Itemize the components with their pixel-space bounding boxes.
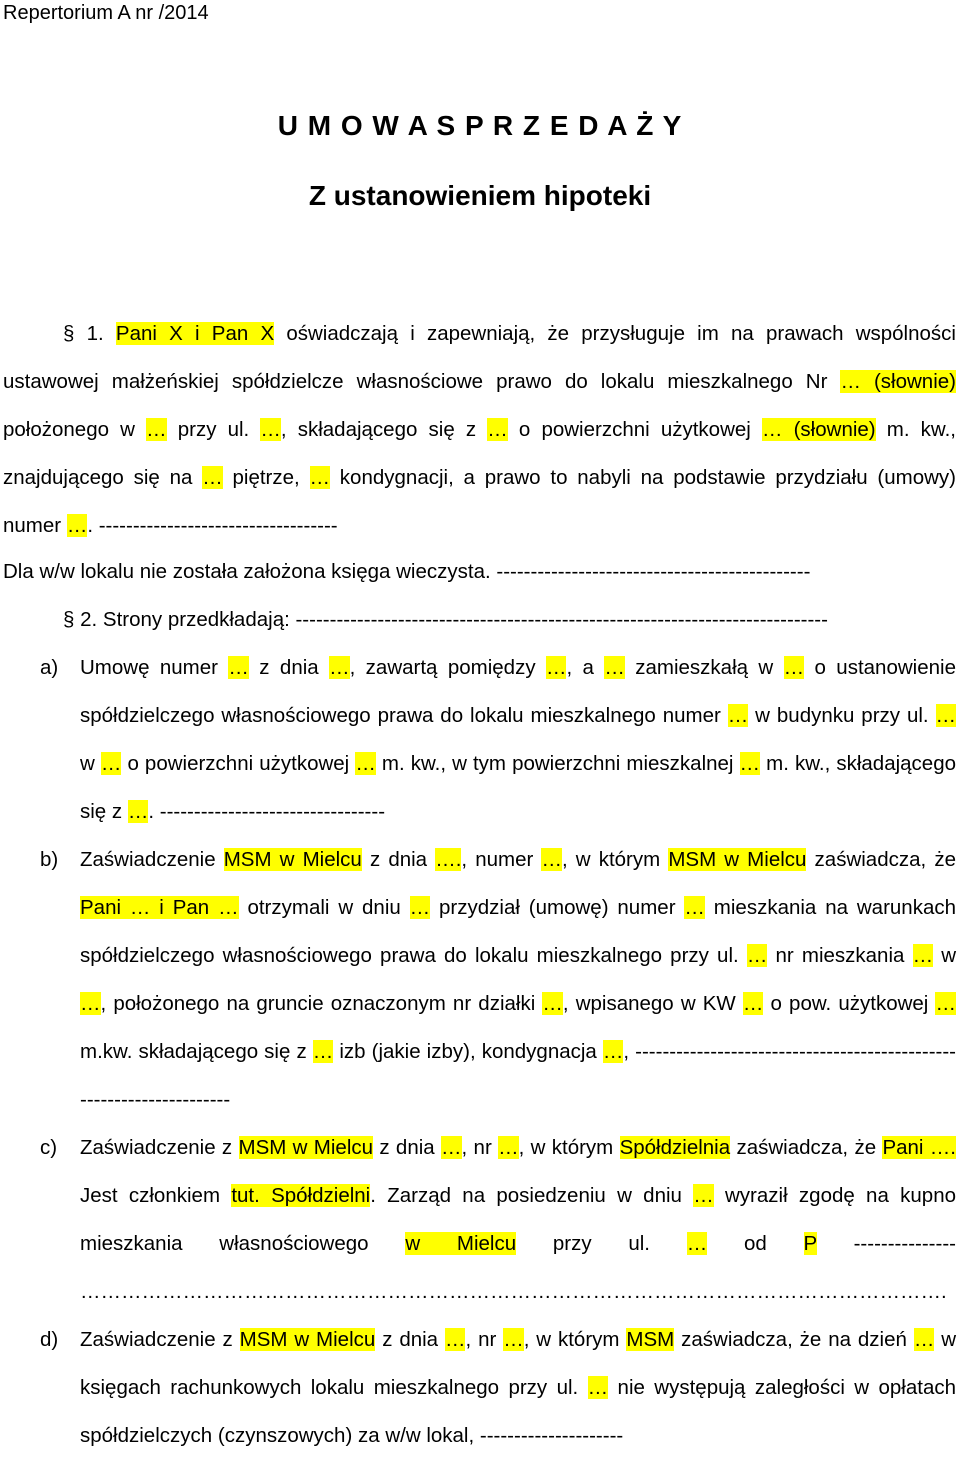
placeholder-highlight: …: [935, 704, 957, 727]
list-item-text: , w którym: [523, 1328, 627, 1351]
list-item-text: w księgach rachunkowych lokalu mieszkalnego przy ul.: [80, 1328, 957, 1399]
list-item-text: zaświadcza, że: [806, 848, 956, 871]
placeholder-highlight: …: [498, 1136, 519, 1159]
document-subtitle: Z ustanowieniem hipoteki: [308, 180, 652, 211]
list-item-text: w: [933, 944, 957, 967]
list-item-text: . ---------------------------------: [148, 800, 386, 823]
placeholder-highlight: …: [228, 656, 249, 679]
placeholder-highlight: …: [913, 1328, 935, 1351]
placeholder-highlight: …: [604, 656, 625, 679]
placeholder-highlight: P: [803, 1232, 817, 1255]
list-item-text: o pow. użytkowej: [763, 992, 936, 1015]
placeholder-highlight: …: [693, 1184, 714, 1207]
placeholder-highlight: …: [935, 992, 956, 1015]
list-item-text: zamieszkałą w: [624, 656, 784, 679]
section-2-text: Strony przedkładają: ------------------------------------------------------------------------------: [102, 608, 828, 631]
list-item-text: , numer: [461, 848, 542, 871]
placeholder-highlight: …: [444, 1328, 466, 1351]
section-1-text: . -----------------------------------: [87, 514, 338, 537]
list-item-text: , a: [566, 656, 605, 679]
placeholder-highlight: Spółdzielnia: [619, 1136, 731, 1159]
placeholder-highlight: MSM w Mielcu: [239, 1328, 376, 1351]
land-register-note: Dla w/w lokalu nie została założona księga wieczysta. ----------------------------------------------: [3, 560, 811, 583]
section-2-paragraph: [3, 596, 956, 644]
list-item: [0, 644, 956, 836]
section-1-text: przy ul.: [166, 418, 261, 441]
list-item: [0, 1316, 956, 1460]
list-item-text: , w którym: [518, 1136, 620, 1159]
list-item-label: b): [40, 848, 59, 871]
placeholder-highlight: Pani … i Pan …: [80, 896, 239, 919]
list-item-text: Zaświadczenie z: [80, 1136, 239, 1159]
section-1-text: o powierzchni użytkowej: [507, 418, 762, 441]
list-item-text: , nr: [461, 1136, 499, 1159]
document-title: U M O W A S P R Z E D A Ż Y: [277, 110, 683, 141]
placeholder-highlight: …: [309, 466, 331, 489]
placeholder-highlight: …: [100, 752, 122, 775]
placeholder-highlight: …: [542, 992, 563, 1015]
placeholder-highlight: …: [355, 752, 376, 775]
attachments-list: [0, 644, 960, 1460]
list-item-text: o ustanowienie spółdzielczego własnościowego prawa do lokalu mieszkalnego numer: [80, 656, 956, 727]
placeholder-highlight: …: [783, 656, 805, 679]
list-item-text: przy ul.: [516, 1232, 687, 1255]
placeholder-highlight: …: [312, 1040, 334, 1063]
placeholder-highlight: …: [66, 514, 88, 537]
placeholder-highlight: ….: [435, 848, 462, 871]
list-item-text: w: [80, 752, 101, 775]
list-item-text: Zaświadczenie z: [80, 1328, 240, 1351]
list-item-text: Umowę numer: [80, 656, 229, 679]
placeholder-highlight: …: [202, 466, 223, 489]
list-item-text: z dnia: [361, 848, 436, 871]
list-item-text: m. kw., w tym powierzchni mieszkalnej: [375, 752, 740, 775]
placeholder-highlight: …: [684, 896, 705, 919]
placeholder-highlight: …: [260, 418, 281, 441]
placeholder-highlight: …: [409, 896, 431, 919]
list-item-text: z dnia: [373, 1136, 442, 1159]
list-item-text: nr mieszkania: [767, 944, 913, 967]
placeholder-highlight: …: [146, 418, 167, 441]
section-1-text: oświadczają i zapewniają, że przysługuje im na prawach wspólności ustawowej małżeńskiej spółdzielcze własnościowe prawo do lokalu mieszkalnego Nr: [3, 322, 956, 393]
placeholder-highlight: MSM w Mielcu: [223, 848, 362, 871]
section-1-text: piętrze,: [222, 466, 310, 489]
list-item-label: d): [40, 1328, 59, 1351]
list-item-text: , wpisanego w KW: [562, 992, 743, 1015]
list-item-text: , nr: [465, 1328, 504, 1351]
list-item-text: wyraził zgodę na kupno mieszkania własnościowego: [80, 1184, 956, 1255]
placeholder-highlight: MSM: [626, 1328, 675, 1351]
placeholder-highlight: … (słownie): [840, 370, 956, 393]
placeholder-highlight: …: [727, 704, 749, 727]
list-item-text: mieszkania na warunkach spółdzielczego własnościowego prawa do lokalu mieszkalnego przy ul.: [80, 896, 957, 967]
placeholder-highlight: …: [80, 992, 101, 1015]
placeholder-highlight: …: [545, 656, 567, 679]
list-item-text: , ---------------------------------------------------------------------: [80, 1040, 957, 1111]
list-item-text: , zawartą pomiędzy: [349, 656, 546, 679]
placeholder-highlight: …: [912, 944, 934, 967]
placeholder-highlight: …: [503, 1328, 524, 1351]
list-item-text: od: [707, 1232, 804, 1255]
list-item-text: przydział (umowę) numer: [430, 896, 685, 919]
placeholder-highlight: …: [127, 800, 149, 823]
list-item-text: z dnia: [375, 1328, 445, 1351]
placeholder-highlight: …: [746, 944, 768, 967]
list-item-text: zaświadcza, że: [730, 1136, 883, 1159]
placeholder-highlight: …: [329, 656, 350, 679]
list-item-text: o powierzchni użytkowej: [121, 752, 356, 775]
placeholder-highlight: MSM w Mielcu: [668, 848, 807, 871]
list-item-text: zaświadcza, że na dzień: [674, 1328, 914, 1351]
list-item-text: . Zarząd na posiedzeniu w dniu: [370, 1184, 694, 1207]
list-item-text: otrzymali w dniu: [238, 896, 410, 919]
placeholder-highlight: …: [602, 1040, 624, 1063]
section-1-paragraph: [3, 310, 956, 550]
list-item-text: , położonego na gruncie oznaczonym nr działki: [100, 992, 543, 1015]
list-item-text: izb (jakie izby), kondygnacja: [333, 1040, 603, 1063]
list-item-text: --------------- ……………………………………………………………………………………………………………….: [80, 1232, 956, 1303]
list-item-text: , w którym: [561, 848, 669, 871]
section-1-text: m. kw., znajdującego się na: [3, 418, 957, 489]
placeholder-highlight: …: [739, 752, 761, 775]
placeholder-highlight: …: [487, 418, 508, 441]
placeholder-highlight: … (słownie): [761, 418, 876, 441]
list-item: [0, 1124, 956, 1316]
section-2-marker: § 2.: [63, 608, 98, 631]
section-1-text: , składającego się z: [280, 418, 488, 441]
placeholder-highlight: …: [541, 848, 562, 871]
section-1-text: położonego w: [3, 418, 147, 441]
list-item-text: z dnia: [248, 656, 330, 679]
placeholder-highlight: MSM w Mielcu: [238, 1136, 374, 1159]
placeholder-highlight: …: [686, 1232, 708, 1255]
placeholder-highlight: w Mielcu: [405, 1232, 517, 1255]
list-item-label: a): [40, 656, 59, 679]
list-item-text: m. kw., składającego się z: [80, 752, 957, 823]
repertorium-header: Repertorium A nr /2014: [3, 2, 209, 24]
list-item-text: m.kw. składającego się z: [80, 1040, 313, 1063]
list-item-text: Jest członkiem: [80, 1184, 232, 1207]
placeholder-highlight: …: [742, 992, 764, 1015]
section-1-marker: § 1.: [63, 322, 104, 345]
list-item-text: w budynku przy ul.: [748, 704, 936, 727]
placeholder-highlight: …: [587, 1376, 609, 1399]
list-item-text: nie występują zaległości w opłatach spółdzielczych (czynszowych) za w/w lokal, ---------------------: [80, 1376, 956, 1447]
placeholder-highlight: …: [441, 1136, 462, 1159]
section-1-text: kondygnacji, a prawo to nabyli na podstawie przydziału (umowy) numer: [3, 466, 956, 537]
placeholder-highlight: tut. Spółdzielni: [231, 1184, 371, 1207]
parties-highlight: Pani X i Pan X: [115, 322, 275, 345]
placeholder-highlight: Pani ….: [882, 1136, 956, 1159]
list-item-label: c): [40, 1136, 58, 1159]
list-item-text: Zaświadczenie: [80, 848, 224, 871]
list-item: [0, 836, 956, 1124]
